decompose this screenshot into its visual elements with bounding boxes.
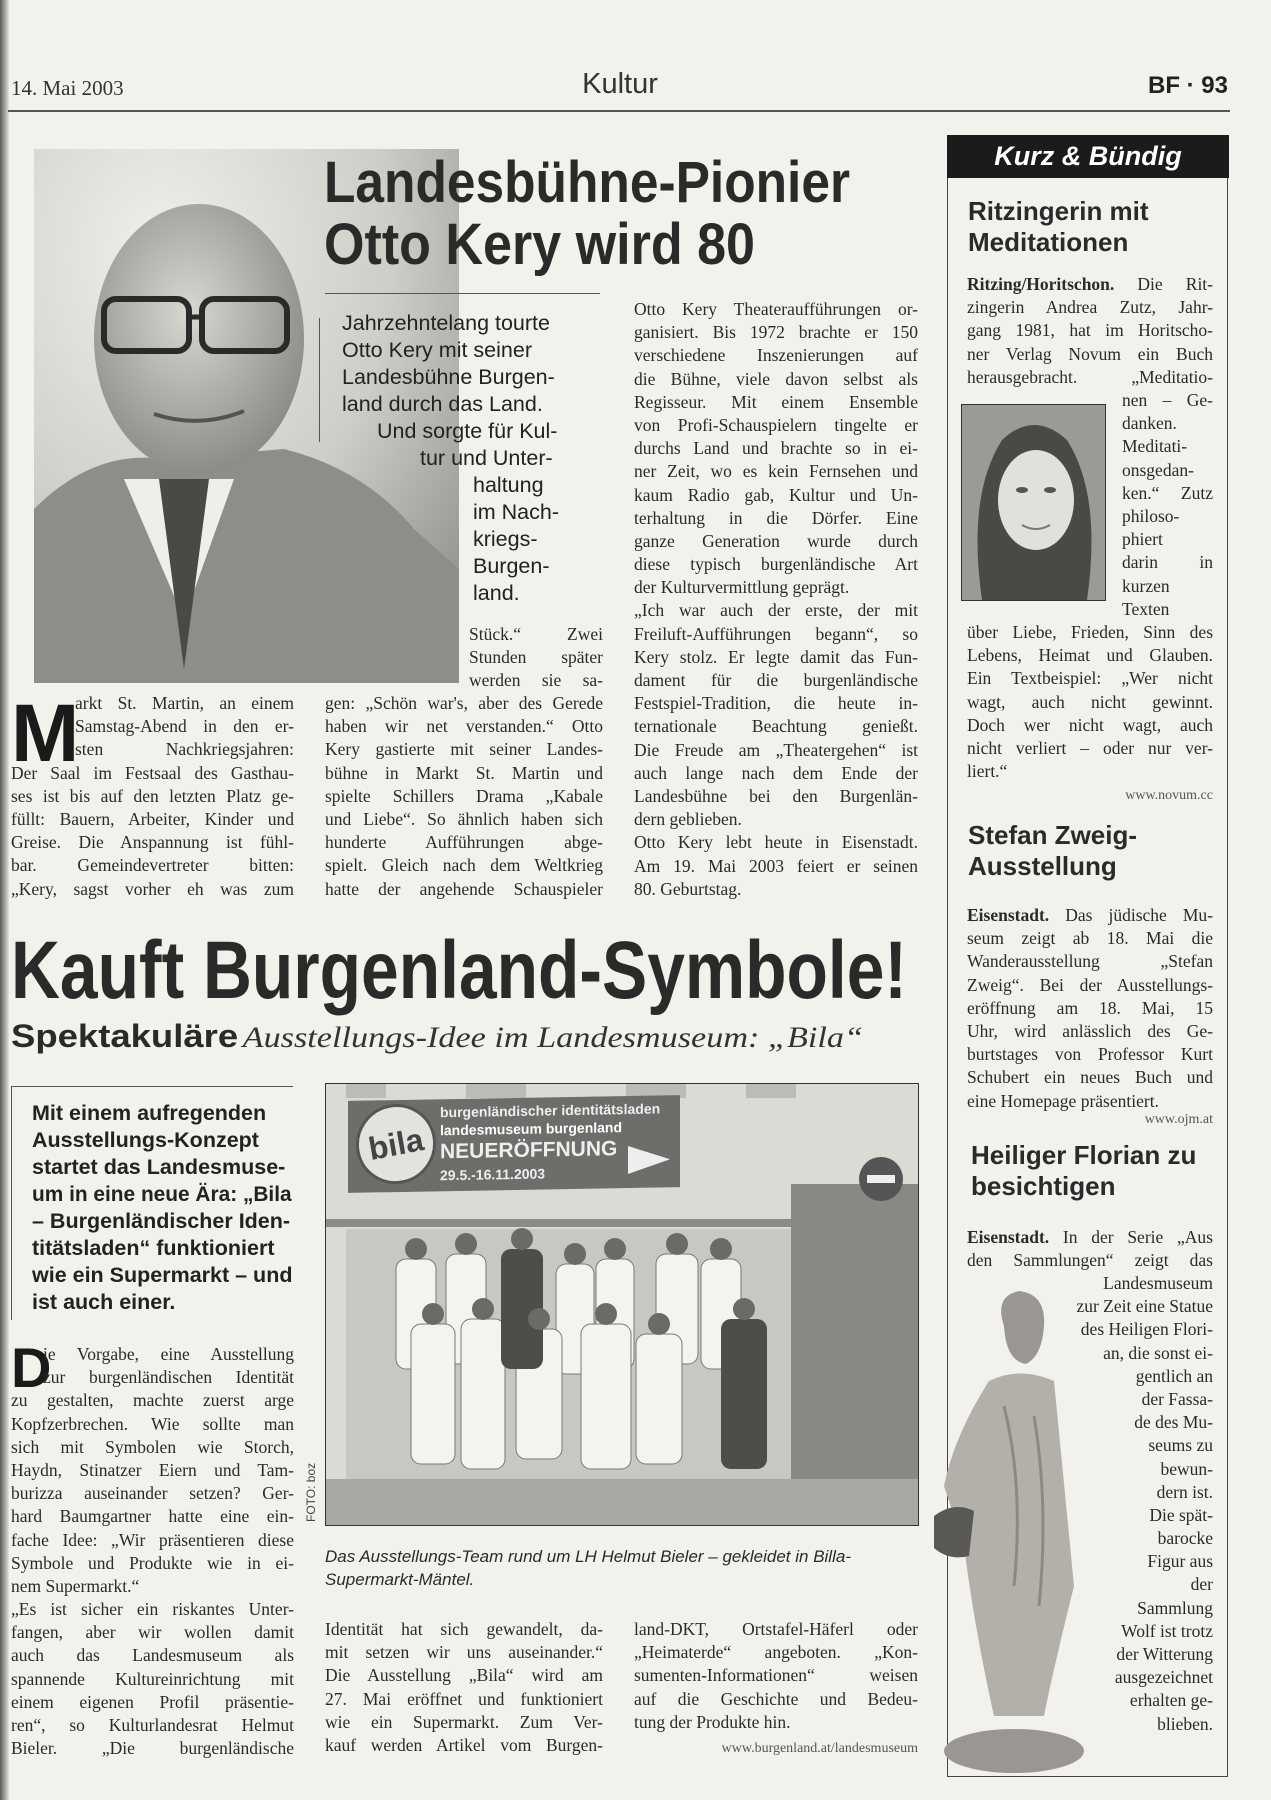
text-line: seums zu [1148, 1435, 1213, 1456]
sidebar-item-1-text-beside-photo [1122, 389, 1213, 621]
bila-banner [348, 1095, 680, 1193]
text-line: Eisenstadt. In der Serie „Aus [967, 1227, 1213, 1247]
text-line: Zweig“. Bei der Ausstellungs- [967, 974, 1213, 995]
text-line: bar. Gemeindevertreter bitten: [11, 855, 294, 876]
lede-line: startet das Landesmuse- [32, 1155, 286, 1179]
lede-line: – Burgenländischer Iden- [32, 1209, 291, 1233]
text-line: philoso- [1122, 505, 1180, 526]
lede-line: ist auch einer. [32, 1290, 176, 1314]
lede-line: Landesbühne Burgen- [342, 365, 555, 389]
title-line: Ritzingerin mit [968, 196, 1149, 226]
text-line: auch das Landesmuseum als [11, 1645, 294, 1666]
text-line: mit setzen wir uns auseinander.“ [325, 1642, 603, 1663]
text-line: Meditati- [1122, 436, 1188, 457]
text-line: der Fassa- [1141, 1388, 1213, 1409]
text-line: phiert [1122, 529, 1163, 550]
text-line: und Liebe“. So ähnlich haben sich [325, 808, 603, 829]
text-line: fache Idee: „Wir präsentieren diese [11, 1529, 294, 1550]
sidebar-item-1-title [968, 196, 1149, 258]
lede-box-top-rule [11, 1086, 293, 1087]
text-line: dern geblieben. [634, 809, 742, 830]
text-line: gang 1981, hat im Horitscho- [967, 320, 1213, 341]
dateline: Ritzing/Horitschon. [967, 274, 1115, 294]
title-line: besichtigen [971, 1171, 1116, 1201]
lede-line: wie ein Supermarkt – und [32, 1263, 293, 1287]
text-line: Schubert ein neues Buch und [967, 1067, 1213, 1088]
text-line: liert.“ [967, 761, 1008, 782]
text-line: ses ist bis auf den letzten Platz ge- [11, 785, 294, 806]
text-line: „Es ist sicher ein riskantes Unter- [11, 1599, 294, 1620]
dateline: Eisenstadt. [967, 905, 1050, 925]
text-line: Stunden später [469, 647, 603, 668]
text-line: auf die Geschichte und Bedeu- [634, 1688, 918, 1709]
text-line: kurzen [1122, 575, 1170, 596]
kery-column-3 [634, 298, 918, 901]
text-line: Festspiel-Tradition, die heute in- [634, 693, 918, 714]
lede-line: kriegs- [473, 527, 538, 551]
text-line: Landesbühne bei den Burgenlän- [634, 785, 918, 806]
text-line: Die Ausstellung „Bila“ wird am [325, 1665, 603, 1686]
text-line: des Heiligen Flori- [1080, 1319, 1213, 1340]
text-line: ner Zeit, wo es kein Fernsehen und [634, 461, 918, 482]
subhead-bila [11, 1016, 863, 1063]
bila-column-1 [11, 1343, 294, 1760]
caption-line: Das Ausstellungs-Team rund um LH Helmut Bieler – gekleidet in Billa- [325, 1547, 851, 1566]
lede-side-rule [319, 318, 320, 442]
text-line: Figur aus [1147, 1551, 1213, 1572]
text-line: spielt. Gleich nach dem Weltkrieg [325, 855, 603, 876]
sidebar-item-3-title [971, 1140, 1196, 1202]
text-line: kauf werden Artikel vom Burgen- [325, 1734, 603, 1755]
text-line: auch lange nach dem Ende der [634, 762, 918, 783]
text-line: diese typisch burgenländische Art [634, 554, 918, 575]
text-line: burtstages von Professor Kurt [967, 1044, 1213, 1065]
text-line: zingerin Andrea Zutz, Jahr- [967, 297, 1213, 318]
banner-line-4: 29.5.-16.11.2003 [440, 1165, 546, 1184]
text-line: gen: „Schön war's, aber des Gerede [325, 693, 603, 713]
drop-cap-m: M [11, 688, 80, 779]
title-line: Stefan Zweig- [968, 820, 1138, 850]
subhead-bold: Spektakuläre [11, 1018, 239, 1054]
text-line: Samstag-Abend in den er- [75, 716, 294, 737]
title-line: Meditationen [968, 227, 1129, 257]
text-line: wagt, auch nicht gewinnt. [967, 691, 1213, 712]
text-line: 27. Mai eröffnet und funktioniert [325, 1688, 603, 1709]
text-line: von Profi-Schauspielern tingelte er [634, 414, 918, 435]
text-line: kaum Radio gab, Kultur und Un- [634, 484, 918, 505]
text-line: Otto Kery Theateraufführungen or- [634, 299, 918, 319]
text-line: darin in [1122, 552, 1213, 573]
team-photo [325, 1083, 919, 1526]
text-line: Ritzing/Horitschon. Die Rit- [967, 274, 1213, 294]
text-line: seum zeigt ab 18. Mai die [967, 928, 1213, 949]
text-line: ternationale Beachtung genießt. [634, 716, 918, 737]
headline-kery-line1: Landesbühne-Pionier [324, 150, 850, 215]
text-line: hunderte Aufführungen abge- [325, 832, 603, 853]
lede-line: titätsladen“ funktioniert [32, 1236, 275, 1260]
text-line: zur burgenländischen Identität [43, 1367, 294, 1388]
text-line: Uhr, wird anlässlich des Ge- [967, 1020, 1213, 1041]
text-line: Regisseur. Mit einem Ensemble [634, 391, 918, 412]
text-line: Freiluft-Aufführungen begann“, so [634, 623, 918, 644]
text-line: Sammlung [1137, 1597, 1213, 1618]
text-line: nem Supermarkt.“ [11, 1575, 140, 1596]
text-line: „Ich war auch der erste, der mit [634, 600, 918, 621]
lede-line: land. [473, 581, 520, 605]
text-line: sich mit Symbolen wie Storch, [11, 1436, 294, 1457]
text-line: Stück.“ Zwei [469, 624, 603, 644]
section-title: Kultur [582, 68, 658, 100]
text-line: Wanderausstellung „Stefan [967, 951, 1213, 972]
headline-rule [325, 293, 600, 294]
text-line: danken. [1122, 413, 1177, 434]
text-line: Kery stolz. Er legte damit das Fun- [634, 646, 918, 667]
text-line: ner Verlag Novum ein Buch [967, 343, 1213, 364]
text-line: sten Nachkriegsjahren: [75, 739, 294, 760]
text-line: ken.“ Zutz [1122, 482, 1213, 503]
text-line: den Sammlungen“ zeigt das [967, 1250, 1213, 1271]
text-line: tung der Produkte hin. [634, 1711, 791, 1732]
text-line: Die Freude am „Theatergehen“ ist [634, 739, 918, 760]
text-line: die Bühne, viele davon selbst als [634, 368, 918, 389]
bila-lede [32, 1100, 292, 1316]
text-line: Kopfzerbrechen. Wie sollte man [11, 1413, 294, 1434]
text-line: spannende Kultureinrichtung mit [11, 1668, 294, 1689]
text-line: der [1190, 1574, 1213, 1595]
text-line: bewun- [1160, 1458, 1213, 1479]
text-line: fangen, aber wir wollen damit [11, 1622, 294, 1643]
caption-line: Supermarkt-Mäntel. [325, 1570, 475, 1589]
url-landesmuseum[interactable]: www.burgenland.at/landesmuseum [721, 1741, 918, 1756]
text-line: Haydn, Stinatzer Eiern und Tam- [11, 1459, 294, 1480]
text-line: barocke [1157, 1528, 1213, 1549]
text-line: erhalten ge- [1129, 1690, 1213, 1711]
sidebar-item-2-text [967, 904, 1213, 1113]
text-line: land-DKT, Ortstafel-Häferl oder [634, 1619, 918, 1639]
text-line: haben wir net verstanden.“ Otto [325, 716, 603, 737]
drop-cap-d: D [11, 1336, 52, 1399]
text-line: Landesmuseum [1103, 1273, 1213, 1293]
dateline: Eisenstadt. [967, 1227, 1050, 1247]
url-novum[interactable]: www.novum.cc [1125, 788, 1213, 803]
header-rule [8, 110, 1230, 112]
text-line: onsgedan- [1122, 459, 1194, 480]
text-line: de des Mu- [1134, 1412, 1213, 1433]
sidebar-item-1-text [967, 273, 1213, 389]
text-line: „Kery, sagst vorher eh was zum [11, 878, 294, 899]
text-line: Wolf ist trotz [1121, 1620, 1213, 1641]
sidebar-item-3-text-beside-statue [1040, 1272, 1213, 1736]
lede-line: haltung [473, 473, 544, 497]
text-line: hard Baumgartner hatte eine ein- [11, 1506, 294, 1527]
text-line: füllt: Bauern, Arbeiter, Kinder und [11, 808, 294, 829]
text-line: bühne in Markt St. Martin und [325, 762, 603, 783]
text-line: verschiedene Inszenierungen auf [634, 345, 918, 366]
headline-kery-line2: Otto Kery wird 80 [324, 212, 755, 277]
lede-line: Ausstellungs-Konzept [32, 1128, 259, 1152]
bila-column-3 [634, 1618, 918, 1734]
kery-column-1 [11, 688, 294, 901]
lede-line: Mit einem aufregenden [32, 1101, 267, 1125]
title-line: Heiliger Florian zu [971, 1140, 1197, 1170]
sidebar-item-2-title [968, 820, 1137, 882]
text-line: ganze Generation wurde durch [634, 530, 918, 551]
scan-edge [0, 0, 9, 1800]
kery-column-2 [325, 692, 603, 901]
kery-column-2-top [469, 623, 603, 693]
text-line: Die spät- [1149, 1504, 1213, 1525]
text-line: eine Homepage präsentiert. [967, 1090, 1159, 1111]
sidebar-item-3-text [967, 1226, 1213, 1272]
text-line: über Liebe, Frieden, Sinn des [967, 622, 1213, 642]
text-line: ganisiert. Bis 1972 brachte er 150 [634, 322, 918, 343]
text-line: herausgebracht. „Meditatio- [967, 366, 1213, 387]
text-line: Bieler. „Die burgenländische [11, 1738, 294, 1759]
text-line: blieben. [1157, 1713, 1213, 1734]
text-line: der Kulturvermittlung geprägt. [634, 577, 850, 598]
text-line: Otto Kery lebt heute in Eisenstadt. [634, 832, 918, 853]
text-line: werden sie sa- [469, 670, 603, 691]
text-line: gentlich an [1135, 1365, 1213, 1386]
text-line: Identität hat sich gewandelt, da- [325, 1619, 603, 1639]
text-line: ausgezeichnet [1114, 1667, 1213, 1688]
text-line: durchs Land und brachte so in ei- [634, 438, 918, 459]
text-line: Texten [1122, 598, 1170, 619]
text-line: eröffnung am 18. Mai, 15 [967, 997, 1213, 1018]
lede-line: Burgen- [473, 554, 550, 578]
text-line: 80. Geburtstag. [634, 878, 742, 899]
text-line: sumenten-Informationen“ weisen [634, 1665, 918, 1686]
text-line: an, die sonst ei- [1103, 1342, 1213, 1363]
sidebar-title: Kurz & Bündig [947, 135, 1229, 178]
text-line: terhaltung in die Dörfer. Eine [634, 507, 918, 528]
photo-caption [325, 1545, 925, 1591]
text-line: ren“, so Kulturlandesrat Helmut [11, 1715, 294, 1735]
issue-date: 14. Mai 2003 [11, 76, 124, 100]
text-line: zu gestalten, machte zuerst arge [11, 1390, 294, 1411]
text-line: nen – Ge- [1122, 390, 1213, 410]
banner-line-3: NEUERÖFFNUNG [440, 1137, 618, 1164]
title-line: Ausstellung [968, 851, 1117, 881]
photo-credit: FOTO: boz [304, 1462, 318, 1522]
text-line: Kery gastierte mit seiner Landes- [325, 739, 603, 760]
arrow-right-icon [628, 1145, 670, 1174]
text-line: Eisenstadt. Das jüdische Mu- [967, 905, 1213, 925]
lede-line: Jahrzehntelang tourte [342, 311, 550, 335]
text-line: spielte Schillers Drama „Kabale [325, 785, 603, 806]
text-line: hatte der angehende Schauspieler [325, 878, 603, 899]
text-line: burizza auseinander setzen? Ger- [11, 1483, 294, 1504]
bila-column-2 [325, 1618, 603, 1757]
sidebar-item-1-text-after [967, 621, 1213, 783]
text-line: ie Vorgabe, eine Ausstellung [43, 1344, 294, 1364]
text-line: arkt St. Martin, an einem [75, 693, 294, 713]
lede-line: tur und Unter- [420, 446, 553, 470]
text-line: nicht verliert – oder nur ver- [967, 737, 1213, 758]
headline-bila: Kauft Burgenland-Symbole! [11, 925, 907, 1016]
lede-line: land durch das Land. [342, 392, 543, 416]
bila-logo: bila [350, 1097, 443, 1191]
text-line: einem eigenen Profil präsentie- [11, 1691, 294, 1712]
text-line: Doch wer nicht wagt, auch [967, 714, 1213, 735]
text-line: der Witterung [1116, 1644, 1213, 1664]
page-number: BF · 93 [1147, 72, 1228, 99]
lede-line: Otto Kery mit seiner [342, 338, 532, 362]
text-line: dament für die burgenländische [634, 670, 918, 690]
text-line: Greise. Die Anspannung ist fühl- [11, 832, 294, 853]
text-line: „Heimaterde“ angeboten. „Kon- [634, 1642, 918, 1663]
kery-lede [342, 310, 602, 607]
text-line: Symbole und Produkte wie in ei- [11, 1552, 294, 1573]
text-line: Ein Textbeispiel: „Wer nicht [967, 668, 1213, 689]
lede-line: um in eine neue Ära: „Bila [32, 1182, 292, 1206]
text-line: zur Zeit eine Statue [1076, 1296, 1213, 1317]
text-line: Am 19. Mai 2003 feiert er seinen [634, 855, 918, 876]
banner-line-2: landesmuseum burgenland [440, 1119, 623, 1139]
text-line: dern ist. [1156, 1481, 1213, 1502]
lede-box-left-rule [11, 1086, 12, 1320]
text-line: Lebens, Heimat und Glauben. [967, 645, 1213, 666]
photo-andrea-zutz [961, 404, 1106, 601]
text-line: wie ein Supermarkt. Zum Ver- [325, 1711, 603, 1732]
text-line: Der Saal im Festsaal des Gasthau- [11, 762, 294, 783]
lede-line: im Nach- [473, 500, 560, 524]
banner-line-1: burgenländischer identitätsladen [440, 1100, 661, 1121]
subhead-italic: Ausstellungs-Idee im Landesmuseum: „Bila“ [242, 1021, 863, 1054]
lede-line: Und sorgte für Kul- [377, 419, 558, 443]
url-ojm[interactable]: www.ojm.at [1144, 1112, 1213, 1127]
